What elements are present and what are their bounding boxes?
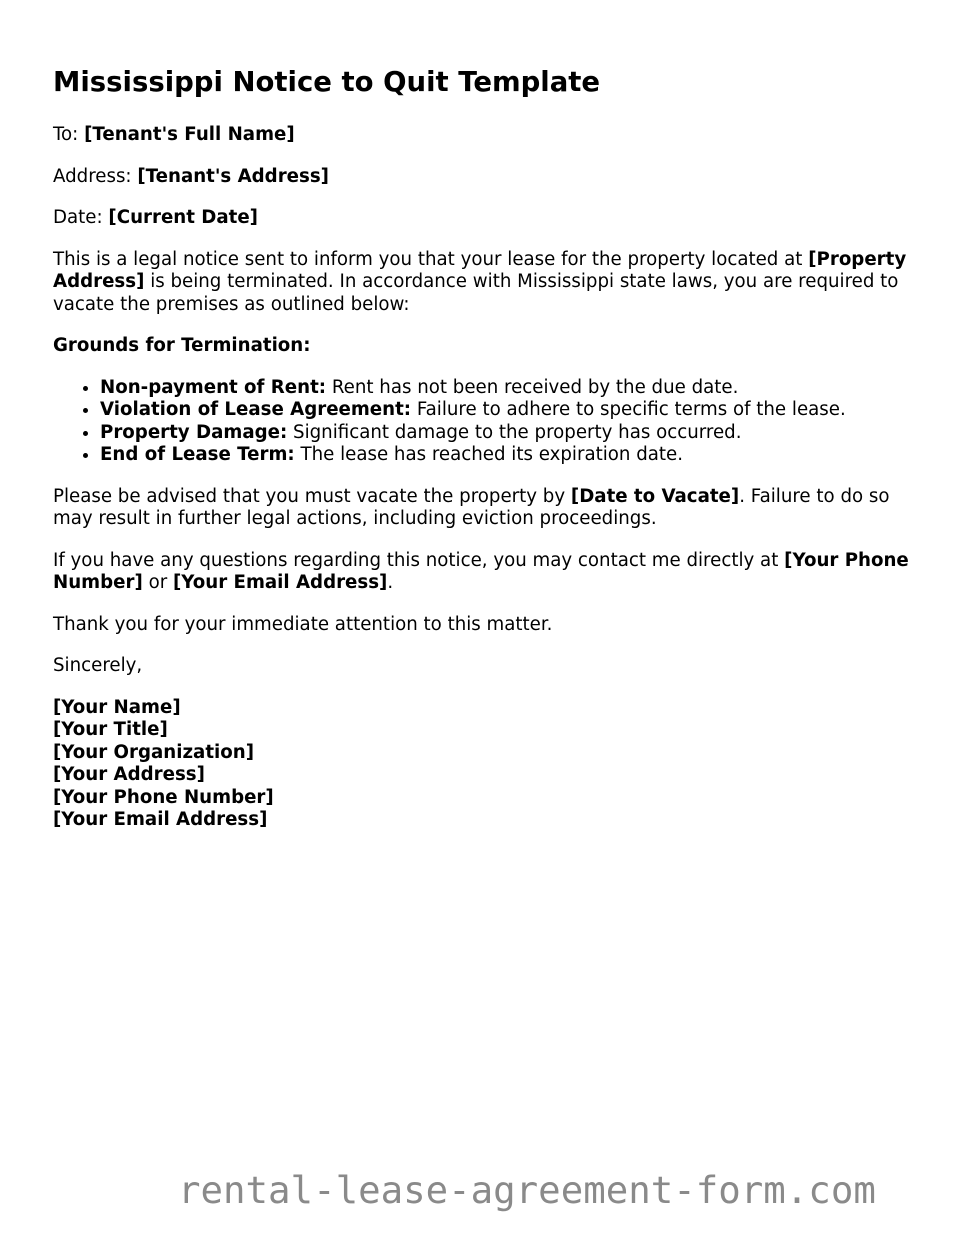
contact-text: If you have any questions regarding this notice, you may contact me directly at [53, 549, 779, 571]
tenant-address: [Tenant's Address] [137, 165, 329, 187]
thanks-line: Thank you for your immediate attention to this matter. [53, 613, 553, 635]
to-label: To: [53, 124, 79, 145]
contact-end: . [387, 572, 394, 593]
grounds-list [53, 377, 913, 467]
document-title: Mississippi Notice to Quit Template [53, 66, 601, 98]
date-label: Date: [53, 207, 103, 228]
ground-term: Non-payment of Rent: [100, 376, 327, 398]
ground-desc: Significant damage to the property has occurred. [293, 421, 742, 443]
address-line [53, 166, 913, 189]
contact-or: or [148, 572, 168, 593]
vacate-text-1: Please be advised that you must vacate the property by [53, 485, 566, 507]
ground-term: Violation of Lease Agreement: [100, 399, 412, 420]
signer-address: [Your Address] [53, 764, 205, 785]
tenant-name: [Tenant's Full Name] [84, 124, 295, 145]
signer-phone: [Your Phone Number] [53, 786, 274, 808]
document [53, 62, 913, 832]
list-item [100, 399, 913, 422]
closing-line: Sincerely, [53, 655, 143, 676]
signer-name: [Your Name] [53, 696, 181, 718]
signer-email: [Your Email Address] [53, 809, 268, 830]
watermark: rental-lease-agreement-form.com [178, 1168, 876, 1212]
current-date: [Current Date] [108, 207, 258, 228]
address-label: Address: [53, 165, 132, 187]
ground-term: End of Lease Term: [100, 444, 295, 465]
signer-title: [Your Title] [53, 719, 168, 740]
contact-phone: [Your Phone Number] [53, 549, 909, 593]
property-address: [Property Address] [53, 248, 907, 292]
signer-organization: [Your Organization] [53, 741, 255, 763]
contact-email: [Your Email Address] [172, 572, 388, 593]
grounds-heading: Grounds for Termination: [53, 335, 311, 356]
ground-term: Property Damage: [100, 421, 288, 443]
ground-desc: Rent has not been received by the due date. [331, 376, 739, 398]
ground-desc: The lease has reached its expiration date. [300, 444, 684, 465]
list-item [100, 422, 913, 445]
signature-block [53, 697, 913, 832]
list-item [100, 377, 913, 400]
intro-text-1: This is a legal notice sent to inform you that your lease for the property located at [53, 248, 803, 270]
ground-desc: Failure to adhere to specific terms of the lease. [416, 399, 846, 420]
intro-text-2: is being terminated. In accordance with Mississippi state laws, you are required to vacate the premises as outlined below: [53, 271, 899, 315]
vacate-date: [Date to Vacate] [570, 485, 740, 507]
date-line [53, 207, 913, 230]
list-item [100, 444, 913, 467]
intro-paragraph [53, 249, 913, 317]
vacate-text-2: . Failure to do so may result in further legal actions, including eviction proceedings. [53, 485, 890, 529]
contact-paragraph [53, 550, 913, 595]
to-line [53, 124, 913, 147]
vacate-paragraph [53, 486, 913, 531]
